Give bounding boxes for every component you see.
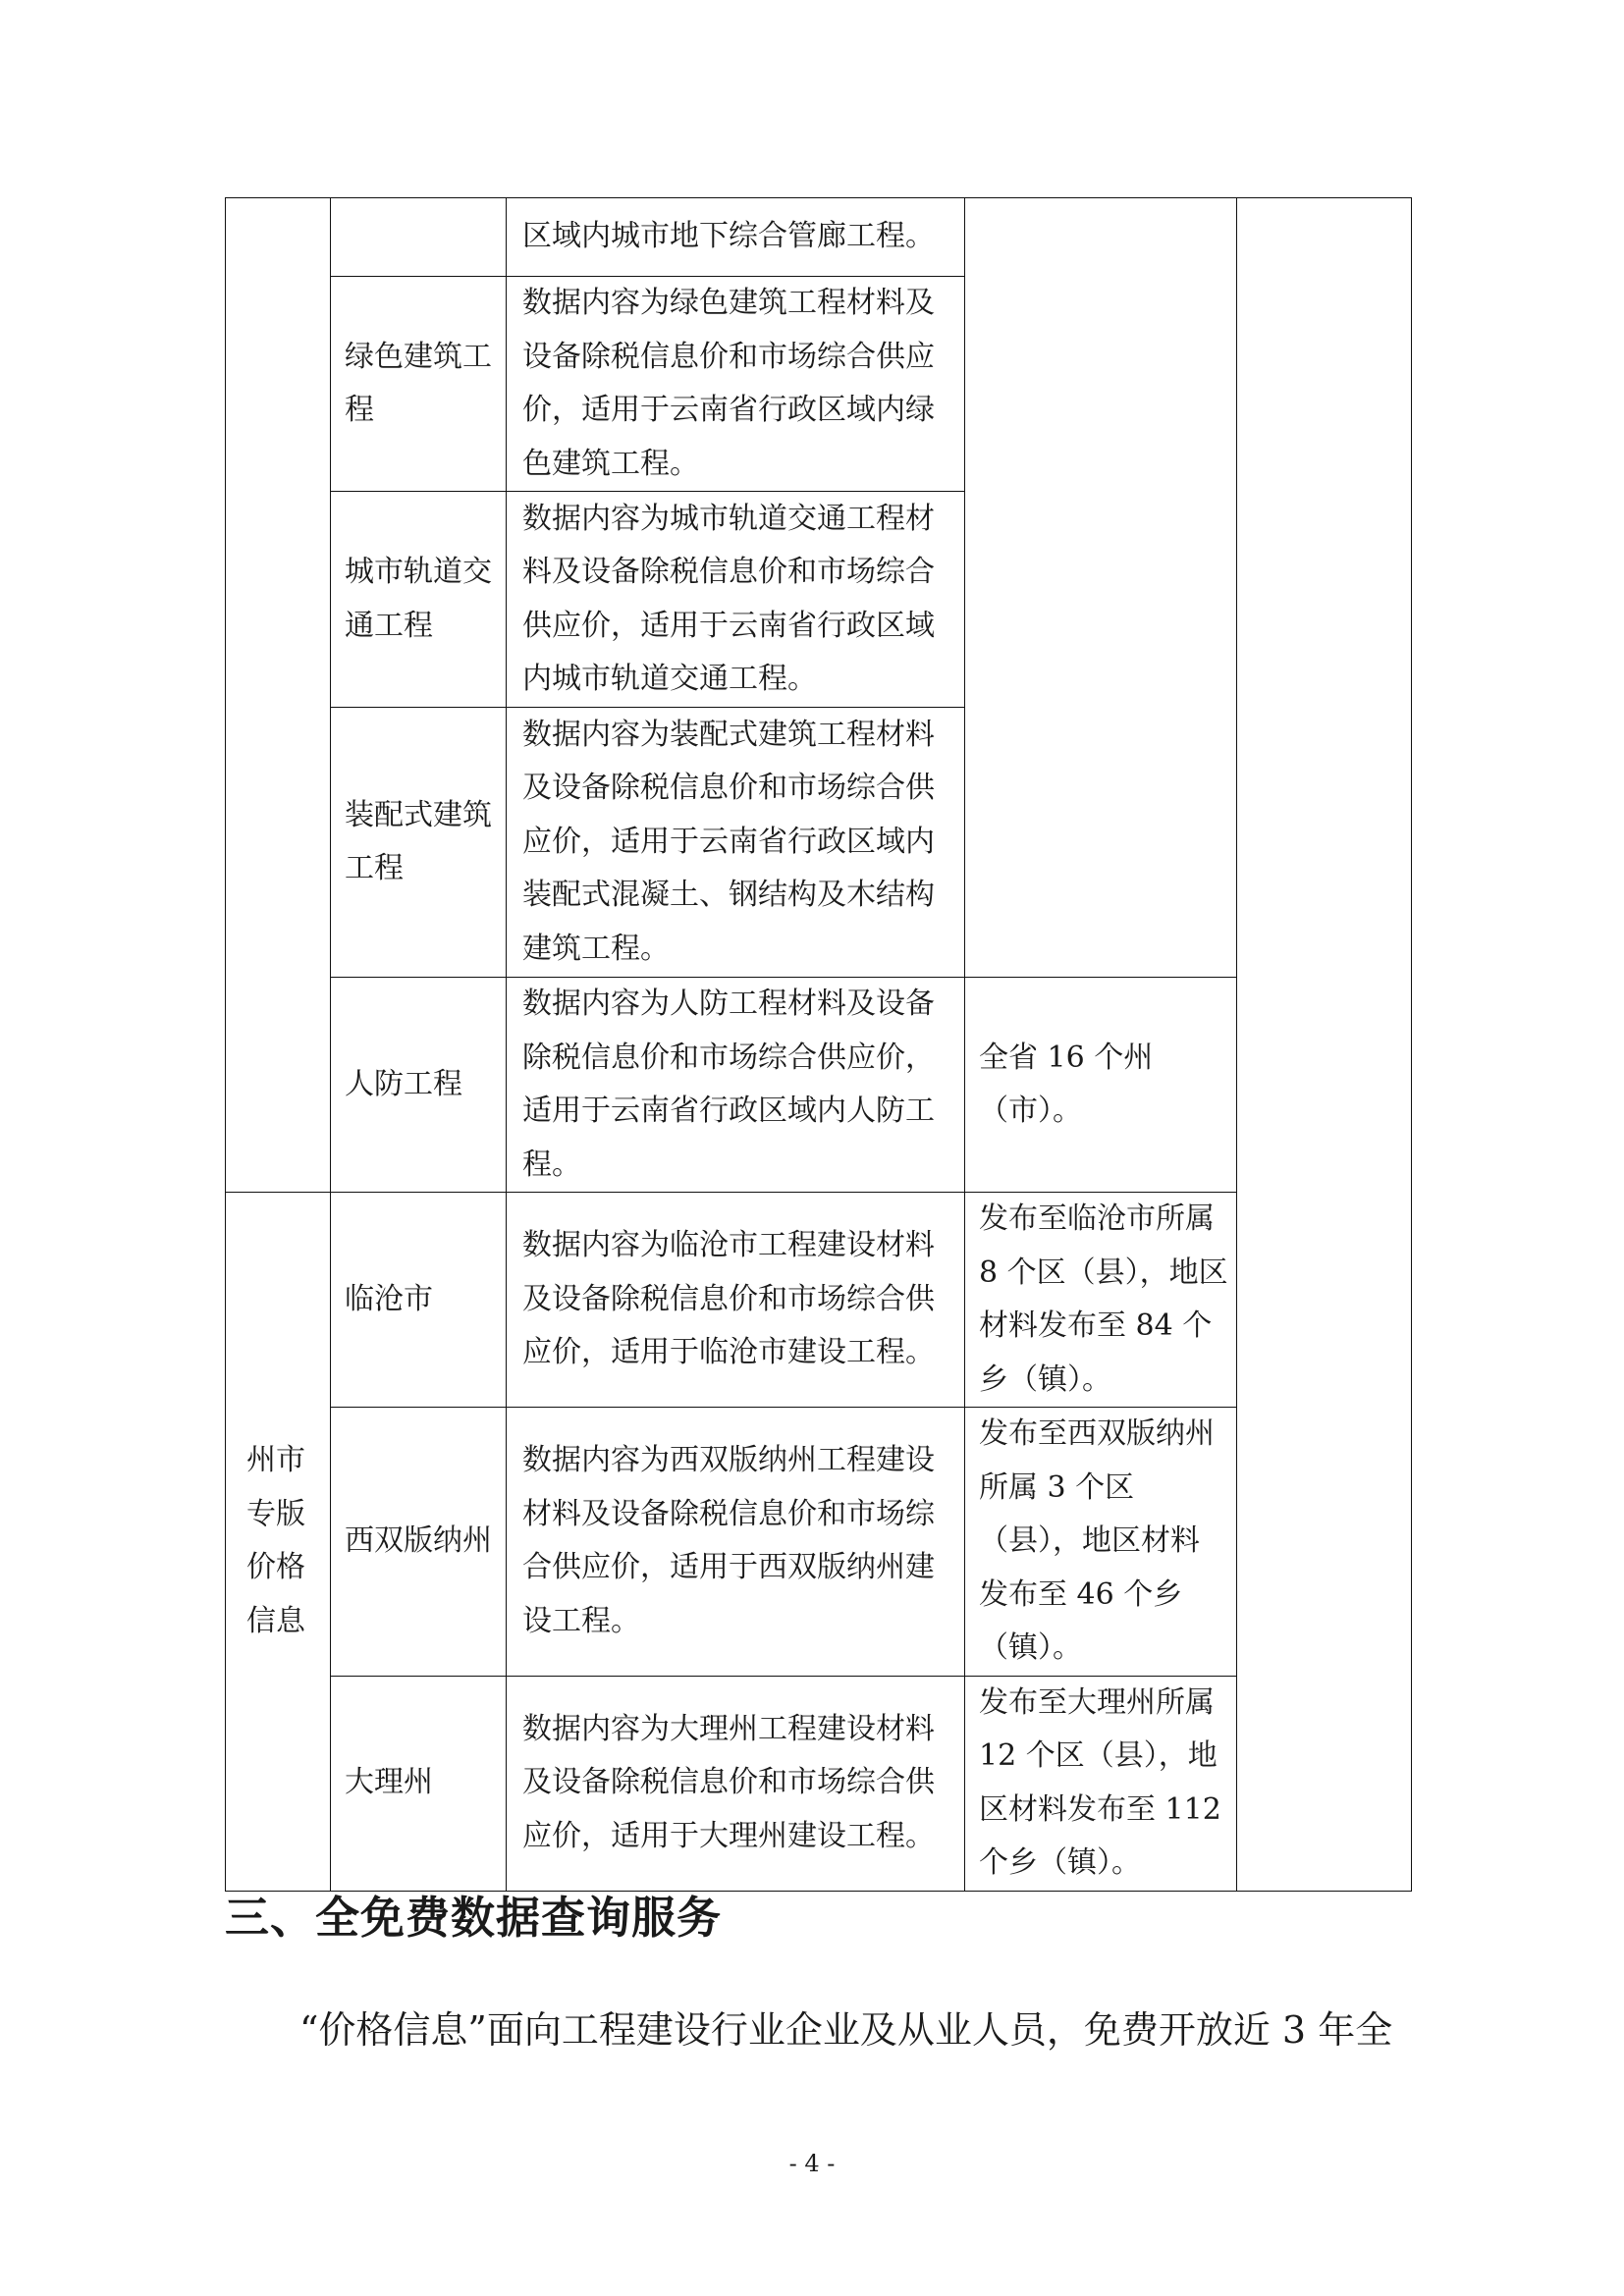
name-cell: 大理州 <box>331 1676 507 1891</box>
scope-cell: 全省 16 个州（市）。 <box>965 978 1237 1193</box>
description-cell: 数据内容为装配式建筑工程材料及设备除税信息价和市场综合供应价，适用于云南省行政区域内装配式混凝土、钢结构及木结构建筑工程。 <box>507 708 965 978</box>
description-cell: 数据内容为大理州工程建设材料及设备除税信息价和市场综合供应价，适用于大理州建设工程。 <box>507 1676 965 1891</box>
description-cell: 数据内容为城市轨道交通工程材料及设备除税信息价和市场综合供应价，适用于云南省行政区域内城市轨道交通工程。 <box>507 492 965 708</box>
page-number: - 4 - <box>788 2150 836 2177</box>
name-cell: 装配式建筑工程 <box>331 708 507 978</box>
description-cell: 数据内容为临沧市工程建设材料及设备除税信息价和市场综合供应价，适用于临沧市建设工程。 <box>507 1193 965 1408</box>
name-cell: 西双版纳州 <box>331 1408 507 1677</box>
name-cell: 城市轨道交通工程 <box>331 492 507 708</box>
table-row <box>226 978 1412 1193</box>
table-row <box>226 198 1412 277</box>
name-cell: 临沧市 <box>331 1193 507 1408</box>
table-row <box>226 1193 1412 1408</box>
category-cell: 州市专版价格信息 <box>226 1193 331 1892</box>
description-cell: 数据内容为绿色建筑工程材料及设备除税信息价和市场综合供应价，适用于云南省行政区域内绿色建筑工程。 <box>507 277 965 492</box>
name-cell: 人防工程 <box>331 978 507 1193</box>
price-info-table <box>225 197 1412 1892</box>
scope-cell: 发布至西双版纳州所属 3 个区（县），地区材料发布至 46 个乡（镇）。 <box>965 1408 1237 1677</box>
section-heading: 三、全免费数据查询服务 <box>225 1892 723 1944</box>
scope-cell <box>965 198 1237 978</box>
scope-cell: 发布至临沧市所属 8 个区（县），地区材料发布至 84 个乡（镇）。 <box>965 1193 1237 1408</box>
name-cell: 绿色建筑工程 <box>331 277 507 492</box>
category-cell <box>226 198 331 1193</box>
scope-cell: 发布至大理州所属 12 个区（县），地区材料发布至 112 个乡（镇）。 <box>965 1676 1237 1891</box>
description-cell: 数据内容为人防工程材料及设备除税信息价和市场综合供应价，适用于云南省行政区域内人防工程。 <box>507 978 965 1193</box>
table-row <box>226 1676 1412 1891</box>
table-row <box>226 1408 1412 1677</box>
name-cell <box>331 198 507 277</box>
description-cell: 区域内城市地下综合管廊工程。 <box>507 198 965 277</box>
remarks-cell <box>1237 198 1412 1892</box>
body-paragraph: “价格信息”面向工程建设行业企业及从业人员，免费开放近 3 年全 <box>299 2008 1393 2052</box>
description-cell: 数据内容为西双版纳州工程建设材料及设备除税信息价和市场综合供应价，适用于西双版纳州建设工程。 <box>507 1408 965 1677</box>
